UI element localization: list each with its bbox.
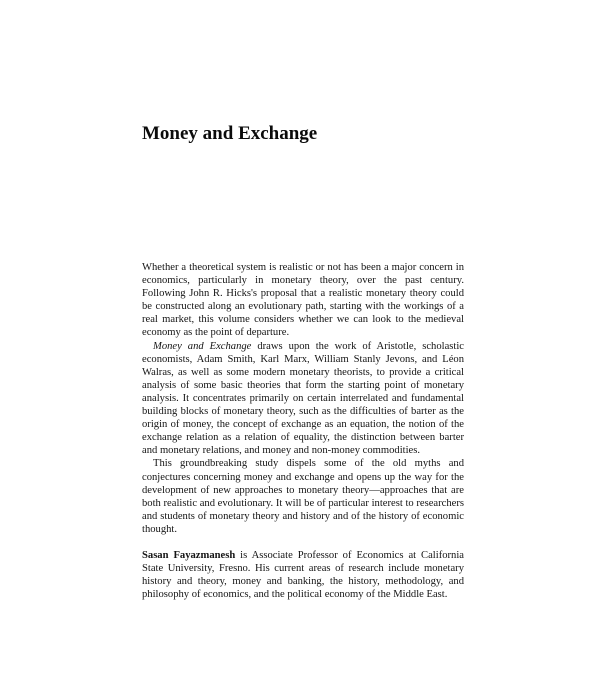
author-bio-text: is Associate Professor of Economics at California State University, Fresno. His current areas of research include monetary history and theory, money and banking, the history, methodology, and philosophy of economics, and the political economy of the Middle East. [142,549,464,601]
description-paragraph-3: This groundbreaking study dispels some of the old myths and conjectures concerning money and exchange and opens up the way for the development of new approaches to monetary theory—approaches that are both realistic and evolutionary. It will be of particular interest to researchers and students of monetary theory and history and of the history of economic thought. [142,458,464,535]
description-paragraph-2 [142,340,464,458]
author-name: Sasan Fayazmanesh [142,549,236,561]
book-title: Money and Exchange [142,123,318,144]
book-title-italic: Money and Exchange [153,340,252,352]
description-paragraph-1: Whether a theoretical system is realistic or not has been a major concern in economics, particularly in monetary theory, over the past century. Following John R. Hicks's proposal that a realistic monetary theory could be constructed along an evolutionary path, starting with the workings of a real market, this volume considers whether we can look to the medieval economy as the point of departure. [142,262,464,339]
description-paragraph-2-text: draws upon the work of Aristotle, scholastic economists, Adam Smith, Karl Marx, William Stanly Jevons, and Léon Walras, as well as some modern monetary theorists, to provide a critical analysis of some basic theories that form the starting point of monetary analysis. It concentrates primarily on certain interrelated and fundamental building blocks of monetary theory, such as the difficulties of barter as the origin of money, the concept of exchange as an equation, the notion of the exchange relation as a relation of equality, the distinction between barter and monetary relations, and money and non-money commodities. [142,340,464,457]
book-description [142,261,464,601]
author-bio [142,549,464,601]
